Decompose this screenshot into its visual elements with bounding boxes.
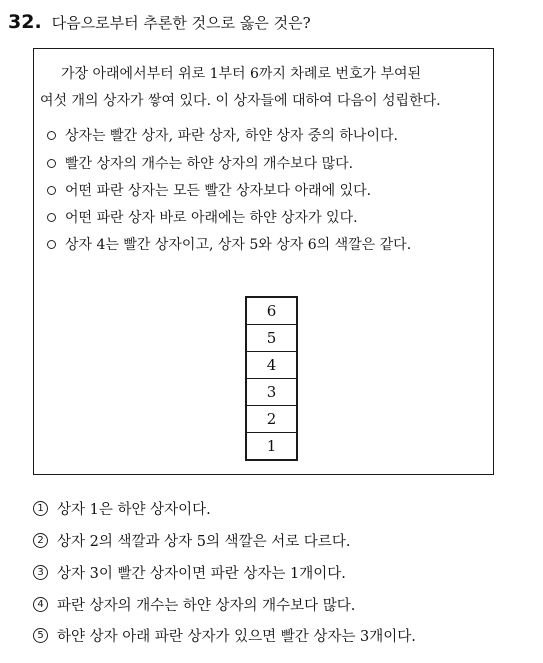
choice-number-icon: 2	[33, 533, 48, 548]
question-header	[8, 8, 311, 36]
answer-choice-4[interactable]	[33, 594, 355, 615]
answer-choice-2[interactable]	[33, 530, 350, 551]
box-stack-diagram	[245, 296, 298, 461]
stacked-box-6: 6	[247, 298, 296, 325]
hollow-circle-bullet-icon	[47, 131, 56, 140]
hollow-circle-bullet-icon	[47, 186, 56, 195]
hollow-circle-bullet-icon	[47, 240, 56, 249]
hollow-circle-bullet-icon	[47, 159, 56, 168]
choice-text: 상자 2의 색깔과 상자 5의 색깔은 서로 다르다.	[57, 534, 351, 550]
stacked-box-4: 4	[247, 352, 296, 379]
question-number: 32.	[8, 11, 42, 33]
passage-intro-line-1: 가장 아래에서부터 위로 1부터 6까지 차례로 번호가 부여된	[61, 66, 422, 82]
choice-number-icon: 5	[33, 628, 48, 643]
condition-item	[47, 180, 371, 200]
choice-text: 상자 1은 하얀 상자이다.	[57, 502, 211, 518]
answer-choice-3[interactable]	[33, 562, 346, 583]
condition-item	[47, 153, 353, 173]
hollow-circle-bullet-icon	[47, 213, 56, 222]
passage-intro-line-2: 여섯 개의 상자가 쌓여 있다. 이 상자들에 대하여 다음이 성립한다.	[40, 93, 441, 109]
stacked-box-1: 1	[266, 437, 277, 455]
condition-text: 어떤 파란 상자는 모든 빨간 상자보다 아래에 있다.	[65, 183, 372, 199]
condition-item	[47, 207, 358, 227]
answer-choice-1[interactable]	[33, 498, 211, 519]
choice-text: 하얀 상자 아래 파란 상자가 있으면 빨간 상자는 3개이다.	[57, 629, 416, 645]
answer-choice-5[interactable]	[33, 625, 416, 646]
condition-text: 상자 4는 빨간 상자이고, 상자 5와 상자 6의 색깔은 같다.	[65, 237, 412, 253]
stacked-box-5: 5	[247, 325, 296, 352]
stacked-box-2: 2	[247, 406, 296, 433]
condition-item	[47, 234, 411, 254]
choice-number-icon: 1	[33, 501, 48, 516]
question-prompt: 다음으로부터 추론한 것으로 옳은 것은?	[51, 13, 311, 32]
condition-text: 상자는 빨간 상자, 파란 상자, 하얀 상자 중의 하나이다.	[65, 128, 398, 144]
condition-text: 빨간 상자의 개수는 하얀 상자의 개수보다 많다.	[65, 156, 354, 172]
choice-text: 파란 상자의 개수는 하얀 상자의 개수보다 많다.	[57, 598, 356, 614]
condition-text: 어떤 파란 상자 바로 아래에는 하얀 상자가 있다.	[65, 210, 358, 226]
choice-number-icon: 3	[33, 565, 48, 580]
passage-box	[33, 48, 494, 475]
condition-item	[47, 125, 398, 145]
choice-text: 상자 3이 빨간 상자이면 파란 상자는 1개이다.	[57, 566, 346, 582]
choice-number-icon: 4	[33, 597, 48, 612]
stacked-box-3: 3	[247, 379, 296, 406]
